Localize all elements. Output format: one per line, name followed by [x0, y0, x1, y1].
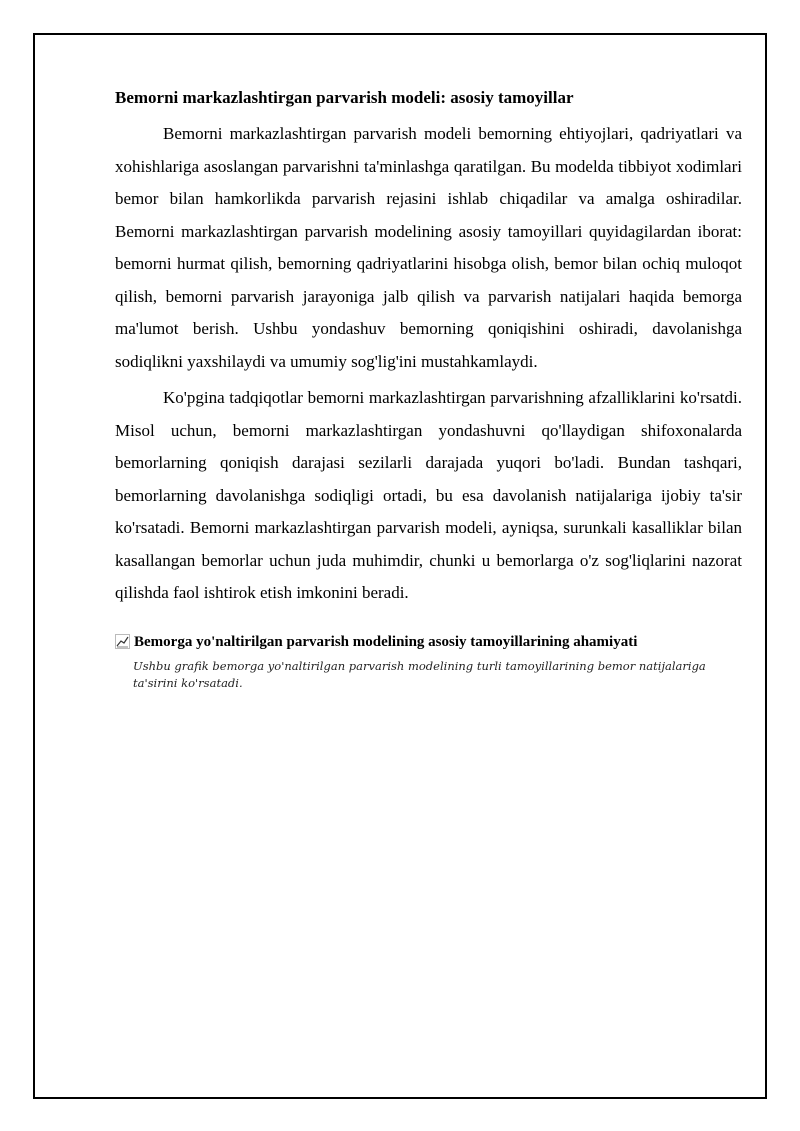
document-body: [115, 86, 742, 692]
chart-increasing-icon: [115, 634, 130, 649]
paragraph-research: Ko'pgina tadqiqotlar bemorni markazlashtirgan parvarishning afzalliklarini ko'rsatdi. Misol uchun, bemorni markazlashtirgan yondashuvni qo'llaydigan shifoxonalarda bemorlarning qoniqish darajasi sezilarli darajada yuqori bo'ladi. Bundan tashqari, bemorlarning davolanishga sodiqligi ortadi, bu esa davolanish natijalariga ijobiy ta'sir ko'rsatadi. Bemorni markazlashtirgan parvarish modeli, ayniqsa, surunkali kasalliklar bilan kasallangan bemorlar uchun juda muhimdir, chunki u bemorlarga o'z sog'liqlarini nazorat qilishda faol ishtirok etish imkonini beradi.: [115, 388, 742, 602]
figure-title: Bemorga yo'naltirilgan parvarish modelining asosiy tamoyillarining ahamiyati: [134, 633, 638, 650]
section-heading: Bemorni markazlashtirgan parvarish modeli: asosiy tamoyillar: [115, 88, 574, 107]
figure-caption: Ushbu grafik bemorga yo'naltirilgan parvarish modelining turli tamoyillarining bemor natijalariga ta'sirini ko'rsatadi.: [133, 658, 706, 690]
paragraph-principles: Bemorni markazlashtirgan parvarish modeli bemorning ehtiyojlari, qadriyatlari va xohishlariga asoslangan parvarishni ta'minlashga qaratilgan. Bu modelda tibbiyot xodimlari bemor bilan hamkorlikda parvarish rejasini ishlab chiqadilar va amalga oshiradilar. Bemorni markazlashtirgan parvarish modelining asosiy tamoyillari quyidagilardan iborat: bemorni hurmat qilish, bemorning qadriyatlarini hisobga olish, bemor bilan ochiq muloqot qilish, bemorni parvarish jarayoniga jalb qilish va parvarish natijalari haqida bemorga ma'lumot berish. Ushbu yondashuv bemorning qoniqishini oshiradi, davolanishga sodiqlikni yaxshilaydi va umumiy sog'lig'ini mustahkamlaydi.: [115, 124, 742, 371]
figure-title-row: [115, 632, 742, 652]
